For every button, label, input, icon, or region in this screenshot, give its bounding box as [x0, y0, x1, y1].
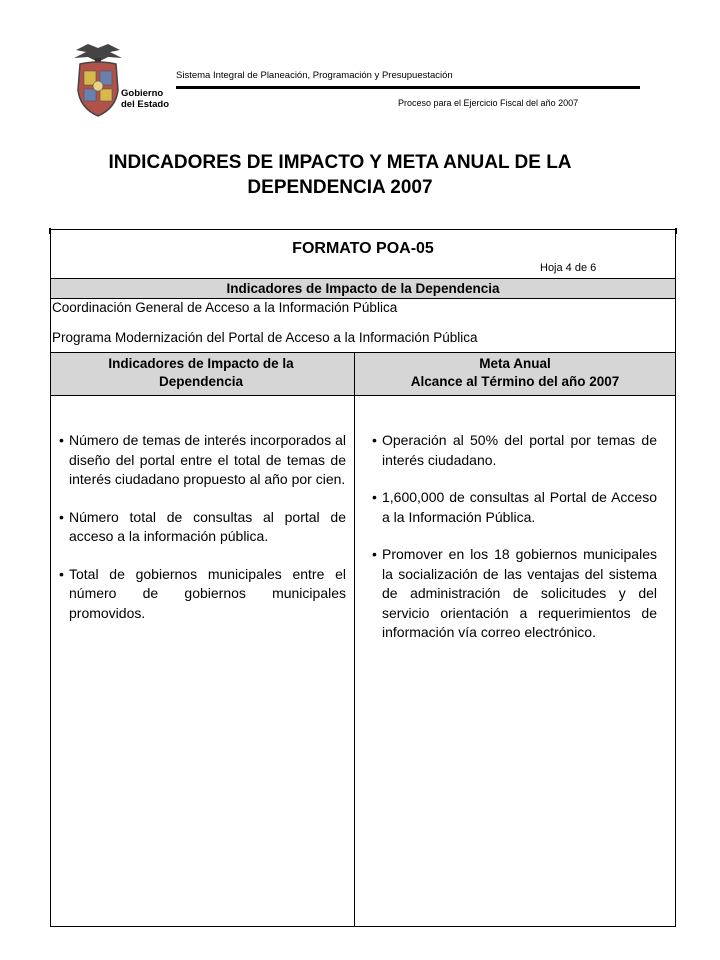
frame-corner-mark-right — [675, 228, 677, 234]
column-header-goal — [365, 355, 665, 391]
page-title-line2: DEPENDENCIA 2007 — [247, 177, 433, 198]
government-label — [121, 88, 169, 110]
process-label: Proceso para el Ejercicio Fiscal del año 2007 — [398, 98, 579, 108]
bullet-icon: • — [59, 432, 64, 448]
indicator-text: Número de temas de interés incorporados al diseño del portal entre el total de temas de interés ciudadano propuesto al año por cien. — [69, 432, 346, 487]
column-header-indicators-line1: Indicadores de Impacto de la — [108, 356, 294, 371]
goal-list — [372, 431, 657, 661]
government-label-line2: del Estado — [121, 99, 170, 110]
goal-item — [372, 545, 657, 643]
bullet-icon: • — [59, 508, 64, 525]
page-title-line1: INDICADORES DE IMPACTO Y META ANUAL DE LA — [108, 152, 572, 173]
indicator-item — [59, 565, 346, 624]
header-divider — [176, 86, 640, 89]
system-title: Sistema Integral de Planeación, Programación y Presupuestación — [176, 70, 453, 81]
page-title — [40, 150, 640, 200]
bullet-icon: • — [372, 546, 377, 562]
section-header: Indicadores de Impacto de la Dependencia — [50, 278, 676, 299]
bullet-icon: • — [59, 565, 64, 582]
column-header-indicators — [51, 355, 351, 391]
bullet-icon: • — [372, 432, 377, 448]
indicator-item — [59, 508, 346, 547]
column-header-goal-line2: Alcance al Término del año 2007 — [410, 374, 620, 389]
indicator-text: Total de gobiernos municipales entre el número de gobiernos municipales promovidos. — [69, 565, 346, 621]
frame-corner-mark-left — [49, 228, 51, 234]
goal-item — [372, 488, 657, 527]
columns-header — [50, 352, 676, 396]
goal-text: 1,600,000 de consultas al Portal de Acceso a la Información Pública. — [382, 489, 657, 525]
goal-text: Operación al 50% del portal por temas de interés ciudadano. — [382, 432, 657, 468]
program-name: Programa Modernización del Portal de Acceso a la Información Pública — [52, 330, 478, 345]
column-divider — [354, 352, 355, 927]
goal-item — [372, 431, 657, 470]
column-header-indicators-line2: Dependencia — [158, 374, 244, 389]
form-code: FORMATO POA-05 — [292, 240, 434, 257]
state-coat-of-arms-logo — [72, 44, 124, 118]
column-header-goal-line1: Meta Anual — [479, 356, 551, 371]
government-label-line1: Gobierno — [121, 88, 164, 99]
sheet-number: Hoja 4 de 6 — [540, 262, 597, 274]
bullet-icon: • — [372, 489, 377, 505]
indicator-text: Número total de consultas al portal de acceso a la información pública. — [69, 508, 346, 544]
coordination-name: Coordinación General de Acceso a la Información Pública — [52, 300, 398, 315]
indicator-list — [59, 431, 346, 641]
indicator-item — [59, 431, 346, 490]
goal-text: Promover en los 18 gobiernos municipales la socialización de las ventajas del sistema de administración de solicitudes y del servicio orientación a requerimientos de información vía correo electrónico. — [382, 546, 657, 640]
